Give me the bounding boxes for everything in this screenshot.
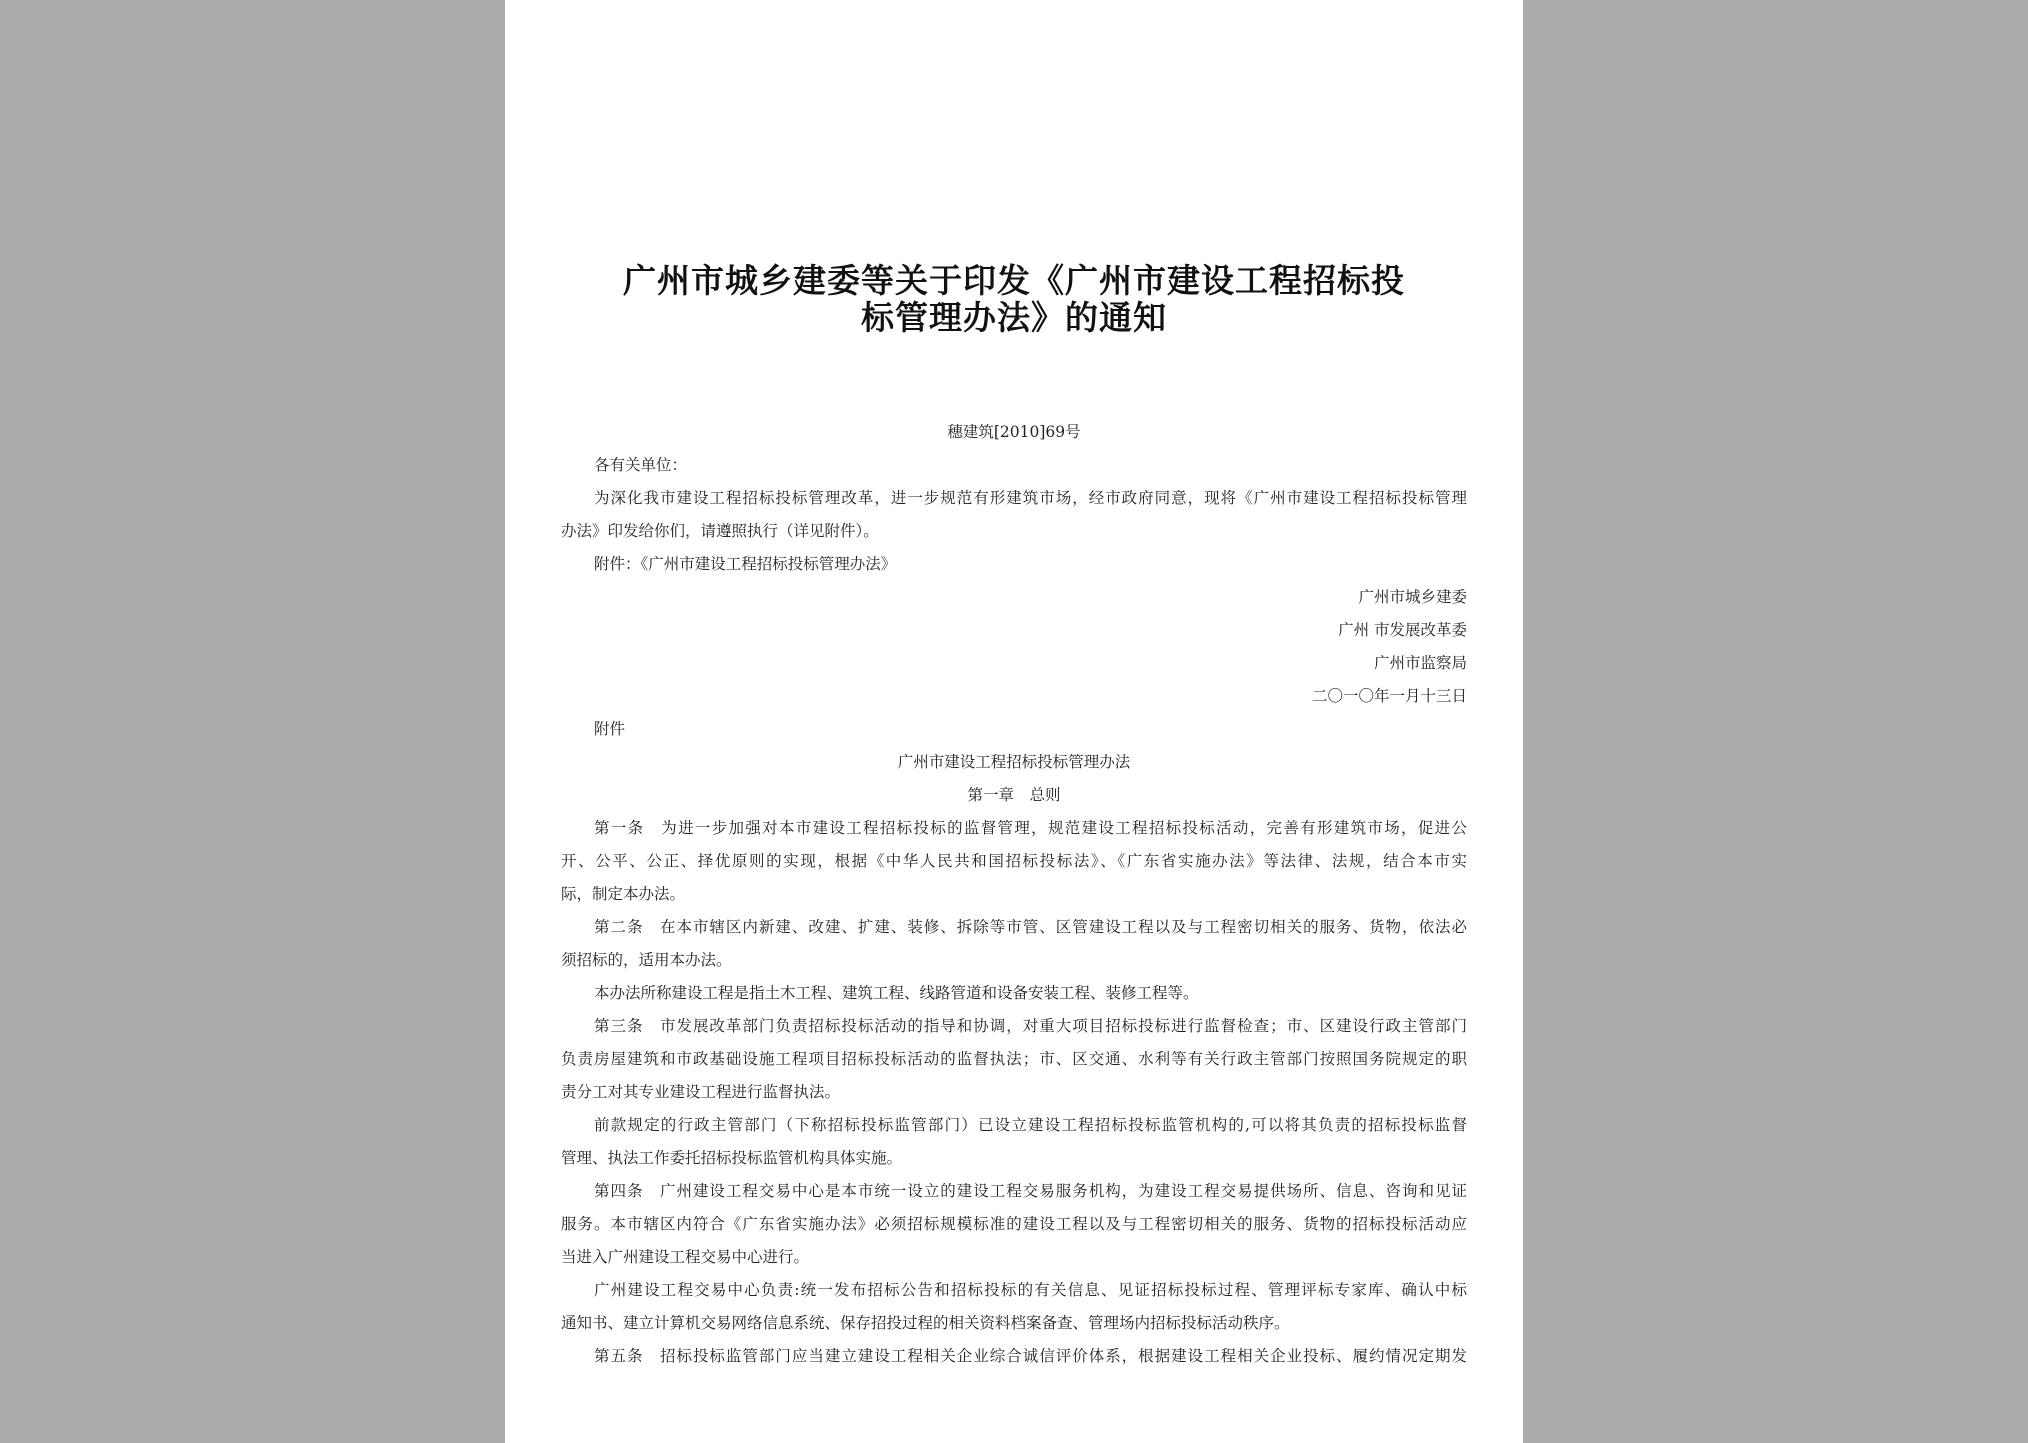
attachment-reference: 附件：《广州市建设工程招标投标管理办法》 [594,555,897,573]
document-title-line-2: 标管理办法》的通知 [861,298,1167,337]
body-line: 第五条 招标投标监管部门应当建立建设工程相关企业综合诚信评价体系，根据建设工程相关企业投标、履约情况定期发 [594,1347,1467,1365]
body-line: 第三条 市发展改革部门负责招标投标活动的指导和协调，对重大项目招标投标进行监督检查；市、区建设行政主管部门 [594,1017,1467,1035]
body-line: 责分工对其专业建设工程进行监督执法。 [561,1083,841,1101]
signatory-2: 广州 市发展改革委 [1338,621,1467,639]
body-line: 第一条 为进一步加强对本市建设工程招标投标的监督管理，规范建设工程招标投标活动，完善有形建筑市场，促进公 [594,819,1467,837]
salutation: 各有关单位： [594,456,688,474]
chapter-title: 第一章 总则 [967,786,1061,804]
body-line: 前款规定的行政主管部门（下称招标投标监管部门）已设立建设工程招标投标监管机构的,可以将其负责的招标投标监督 [594,1116,1467,1134]
issue-date: 二〇一〇年一月十三日 [1311,687,1467,705]
body-line: 第二条 在本市辖区内新建、改建、扩建、装修、拆除等市管、区管建设工程以及与工程密切相关的服务、货物，依法必 [594,918,1467,936]
body-line: 第四条 广州建设工程交易中心是本市统一设立的建设工程交易服务机构，为建设工程交易提供场所、信息、咨询和见证 [594,1182,1467,1200]
body-line: 管理、执法工作委托招标投标监管机构具体实施。 [561,1149,903,1167]
document-title-line-1: 广州市城乡建委等关于印发《广州市建设工程招标投 [623,261,1405,300]
document-title [565,262,1463,336]
intro-paragraph-line-1: 为深化我市建设工程招标投标管理改革，进一步规范有形建筑市场，经市政府同意，现将《广州市建设工程招标投标管理 [594,489,1467,507]
intro-paragraph-line-2: 办法》印发给你们，请遵照执行（详见附件）。 [561,522,879,540]
signatory-1: 广州市城乡建委 [1358,588,1467,606]
document-number: 穗建筑[2010]69号 [947,423,1081,441]
body-line: 通知书、建立计算机交易网络信息系统、保存招投过程的相关资料档案备查、管理场内招标投标活动秩序。 [561,1314,1290,1332]
body-line: 本办法所称建设工程是指土木工程、建筑工程、线路管道和设备安装工程、装修工程等。 [594,984,1199,1002]
attachment-title: 广州市建设工程招标投标管理办法 [897,753,1131,771]
body-line: 开、公平、公正、择优原则的实现，根据《中华人民共和国招标投标法》、《广东省实施办法》等法律、法规，结合本市实 [561,852,1467,870]
body-line: 须招标的，适用本办法。 [561,951,732,969]
body-line: 广州建设工程交易中心负责:统一发布招标公告和招标投标的有关信息、见证招标投标过程、管理评标专家库、确认中标 [594,1281,1467,1299]
body-line: 际，制定本办法。 [561,885,686,903]
body-line: 服务。本市辖区内符合《广东省实施办法》必须招标规模标准的建设工程以及与工程密切相关的服务、货物的招标投标活动应 [561,1215,1467,1233]
attachment-label: 附件 [594,720,626,738]
body-line: 负责房屋建筑和市政基础设施工程项目招标投标活动的监督执法；市、区交通、水利等有关行政主管部门按照国务院规定的职 [561,1050,1467,1068]
signatory-3: 广州市监察局 [1373,654,1467,672]
document-page [505,0,1523,1443]
body-line: 当进入广州建设工程交易中心进行。 [561,1248,810,1266]
